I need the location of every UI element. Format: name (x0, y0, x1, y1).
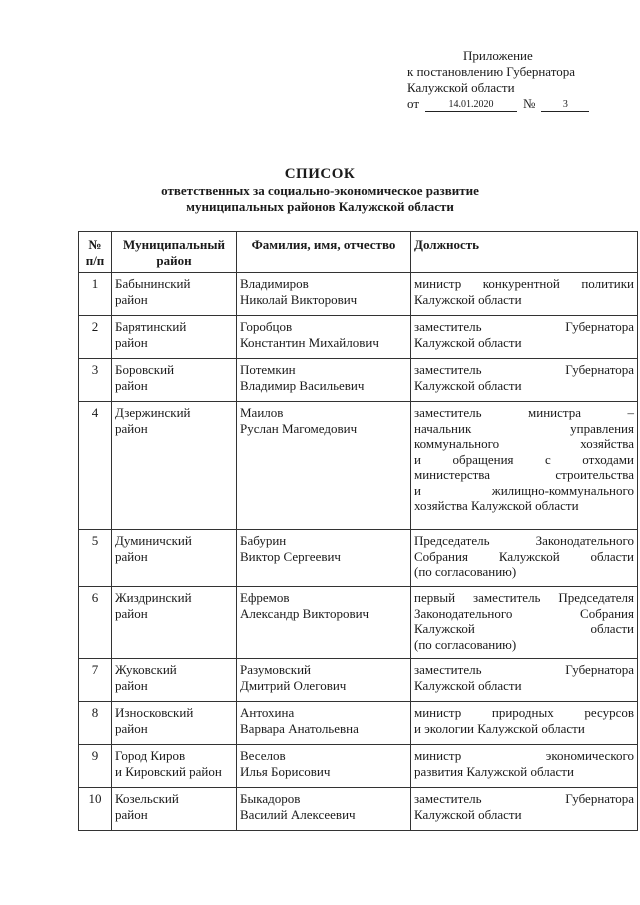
cell-line: Ефремов (240, 590, 290, 605)
position-cell (411, 402, 638, 530)
district-cell (112, 587, 237, 659)
full-name-cell (237, 316, 411, 359)
from-label: от (407, 96, 420, 111)
cell-line: заместитель Губернатора (414, 662, 634, 677)
cell-line: Думиничский (115, 533, 192, 548)
cell-line: Калужской области (414, 806, 522, 822)
cell-line: Владимир Васильевич (240, 377, 365, 393)
row-number: 4 (79, 402, 112, 530)
cell-line: Износковский (115, 705, 194, 720)
row-number: 1 (79, 273, 112, 316)
district-cell (112, 359, 237, 402)
cell-line: Должность (414, 237, 480, 252)
decree-number: 3 (541, 99, 589, 112)
table-row (79, 273, 638, 316)
position-cell (411, 316, 638, 359)
position-cell (411, 659, 638, 702)
cell-line: министр экономического (414, 748, 634, 763)
cell-line: заместитель Губернатора (414, 791, 634, 806)
title-sub-1: ответственных за социально-экономическое развитие (161, 183, 479, 198)
district-cell (112, 788, 237, 831)
position-cell (411, 587, 638, 659)
responsible-persons-table (78, 231, 638, 831)
table-row (79, 402, 638, 530)
table-body (79, 273, 638, 831)
full-name-cell (237, 530, 411, 587)
cell-line: Барятинский (115, 319, 187, 334)
full-name-cell (237, 702, 411, 745)
cell-line: развития Калужской области (414, 763, 574, 779)
cell-line: и жилищно-коммунального (414, 482, 634, 498)
district-cell (112, 745, 237, 788)
region-name: Калужской области (407, 80, 515, 95)
cell-line: район (115, 605, 148, 621)
full-name-cell (237, 359, 411, 402)
row-number: 3 (79, 359, 112, 402)
cell-line: Константин Михайлович (240, 334, 379, 350)
cell-line: Город Киров (115, 748, 186, 763)
cell-line: Собрания Калужской области (414, 548, 634, 564)
cell-line: район (115, 720, 148, 736)
row-number: 7 (79, 659, 112, 702)
position-cell (411, 788, 638, 831)
position-cell (411, 702, 638, 745)
district-cell (112, 530, 237, 587)
cell-line: Быкадоров (240, 791, 301, 806)
cell-line: министерства строительства (414, 467, 634, 482)
cell-line: Калужской области (414, 677, 522, 693)
cell-line: Владимиров (240, 276, 309, 291)
cell-line: Разумовский (240, 662, 311, 677)
cell-line: Варвара Анатольевна (240, 720, 359, 736)
cell-line: Законодательного Собрания (414, 605, 634, 621)
cell-line: заместитель Губернатора (414, 362, 634, 377)
district-cell (112, 273, 237, 316)
cell-line: район (156, 252, 192, 268)
cell-line: Дзержинский (115, 405, 191, 420)
cell-line: Бабурин (240, 533, 287, 548)
cell-line: район (115, 291, 148, 307)
cell-line: заместитель Губернатора (414, 319, 634, 334)
cell-line: п/п (85, 252, 105, 268)
cell-line: Руслан Магомедович (240, 420, 358, 436)
cell-line: Антохина (240, 705, 295, 720)
table-row (79, 788, 638, 831)
document-title (0, 165, 640, 215)
cell-line: Муниципальный (123, 237, 225, 252)
cell-line: район (115, 548, 148, 564)
cell-line: и обращения с отходами (414, 451, 634, 467)
table-row (79, 359, 638, 402)
table-row (79, 587, 638, 659)
cell-line: Веселов (240, 748, 286, 763)
cell-line: Горобцов (240, 319, 293, 334)
district-cell (112, 659, 237, 702)
cell-line: район (115, 377, 148, 393)
cell-line: Бабынинский (115, 276, 191, 291)
cell-line: Калужской области (414, 291, 522, 307)
district-cell (112, 402, 237, 530)
full-name-cell (237, 745, 411, 788)
cell-line: Илья Борисович (240, 763, 331, 779)
table-row (79, 702, 638, 745)
cell-line: Калужской области (414, 334, 522, 350)
header-district (112, 232, 237, 273)
position-cell (411, 530, 638, 587)
cell-line: и Кировский район (115, 763, 222, 779)
appendix-label: Приложение (463, 48, 533, 63)
cell-line: Председатель Законодательного (414, 533, 634, 548)
full-name-cell (237, 788, 411, 831)
row-number: 8 (79, 702, 112, 745)
cell-line: район (115, 334, 148, 350)
header-position (411, 232, 638, 273)
cell-line: Жуковский (115, 662, 177, 677)
cell-line: Дмитрий Олегович (240, 677, 347, 693)
cell-line: и экологии Калужской области (414, 720, 585, 736)
header-num (79, 232, 112, 273)
cell-line: (по согласованию) (414, 564, 517, 579)
cell-line: заместитель министра – (414, 405, 634, 420)
cell-line: № (88, 237, 102, 252)
appendix-header (407, 48, 607, 112)
cell-line: министр природных ресурсов (414, 705, 634, 720)
cell-line: Козельский (115, 791, 179, 806)
full-name-cell (237, 587, 411, 659)
cell-line: Фамилия, имя, отчество (251, 237, 396, 252)
district-cell (112, 702, 237, 745)
cell-line: хозяйства Калужской области (414, 498, 579, 513)
number-label: № (523, 96, 536, 111)
cell-line: министр конкурентной политики (414, 276, 634, 291)
cell-line: первый заместитель Председателя (414, 590, 634, 605)
cell-line: Боровский (115, 362, 175, 377)
cell-line: Виктор Сергеевич (240, 548, 341, 564)
position-cell (411, 359, 638, 402)
date-number-line (407, 96, 607, 112)
decree-date: 14.01.2020 (425, 99, 517, 112)
row-number: 5 (79, 530, 112, 587)
cell-line: коммунального хозяйства (414, 436, 634, 451)
cell-line: Николай Викторович (240, 291, 358, 307)
table-row (79, 530, 638, 587)
cell-line: район (115, 420, 148, 436)
cell-line: Жиздринский (115, 590, 192, 605)
cell-line: Калужской области (414, 377, 522, 393)
row-number: 2 (79, 316, 112, 359)
header-name (237, 232, 411, 273)
title-main: СПИСОК (284, 166, 356, 182)
full-name-cell (237, 659, 411, 702)
position-cell (411, 273, 638, 316)
cell-line: начальник управления (414, 420, 634, 436)
cell-line: Александр Викторович (240, 605, 370, 621)
row-number: 6 (79, 587, 112, 659)
cell-line: Потемкин (240, 362, 296, 377)
full-name-cell (237, 273, 411, 316)
row-number: 10 (79, 788, 112, 831)
table-header-row (79, 232, 638, 273)
cell-line: Маилов (240, 405, 284, 420)
cell-line: район (115, 806, 148, 822)
full-name-cell (237, 402, 411, 530)
cell-line: (по согласованию) (414, 636, 517, 652)
decree-reference: к постановлению Губернатора (407, 64, 576, 79)
cell-line: район (115, 677, 148, 693)
position-cell (411, 745, 638, 788)
table-row (79, 745, 638, 788)
table-row (79, 659, 638, 702)
row-number: 9 (79, 745, 112, 788)
district-cell (112, 316, 237, 359)
cell-line: Василий Алексеевич (240, 806, 356, 822)
table-row (79, 316, 638, 359)
cell-line: Калужской области (414, 621, 634, 636)
title-sub-2: муниципальных районов Калужской области (186, 199, 454, 214)
